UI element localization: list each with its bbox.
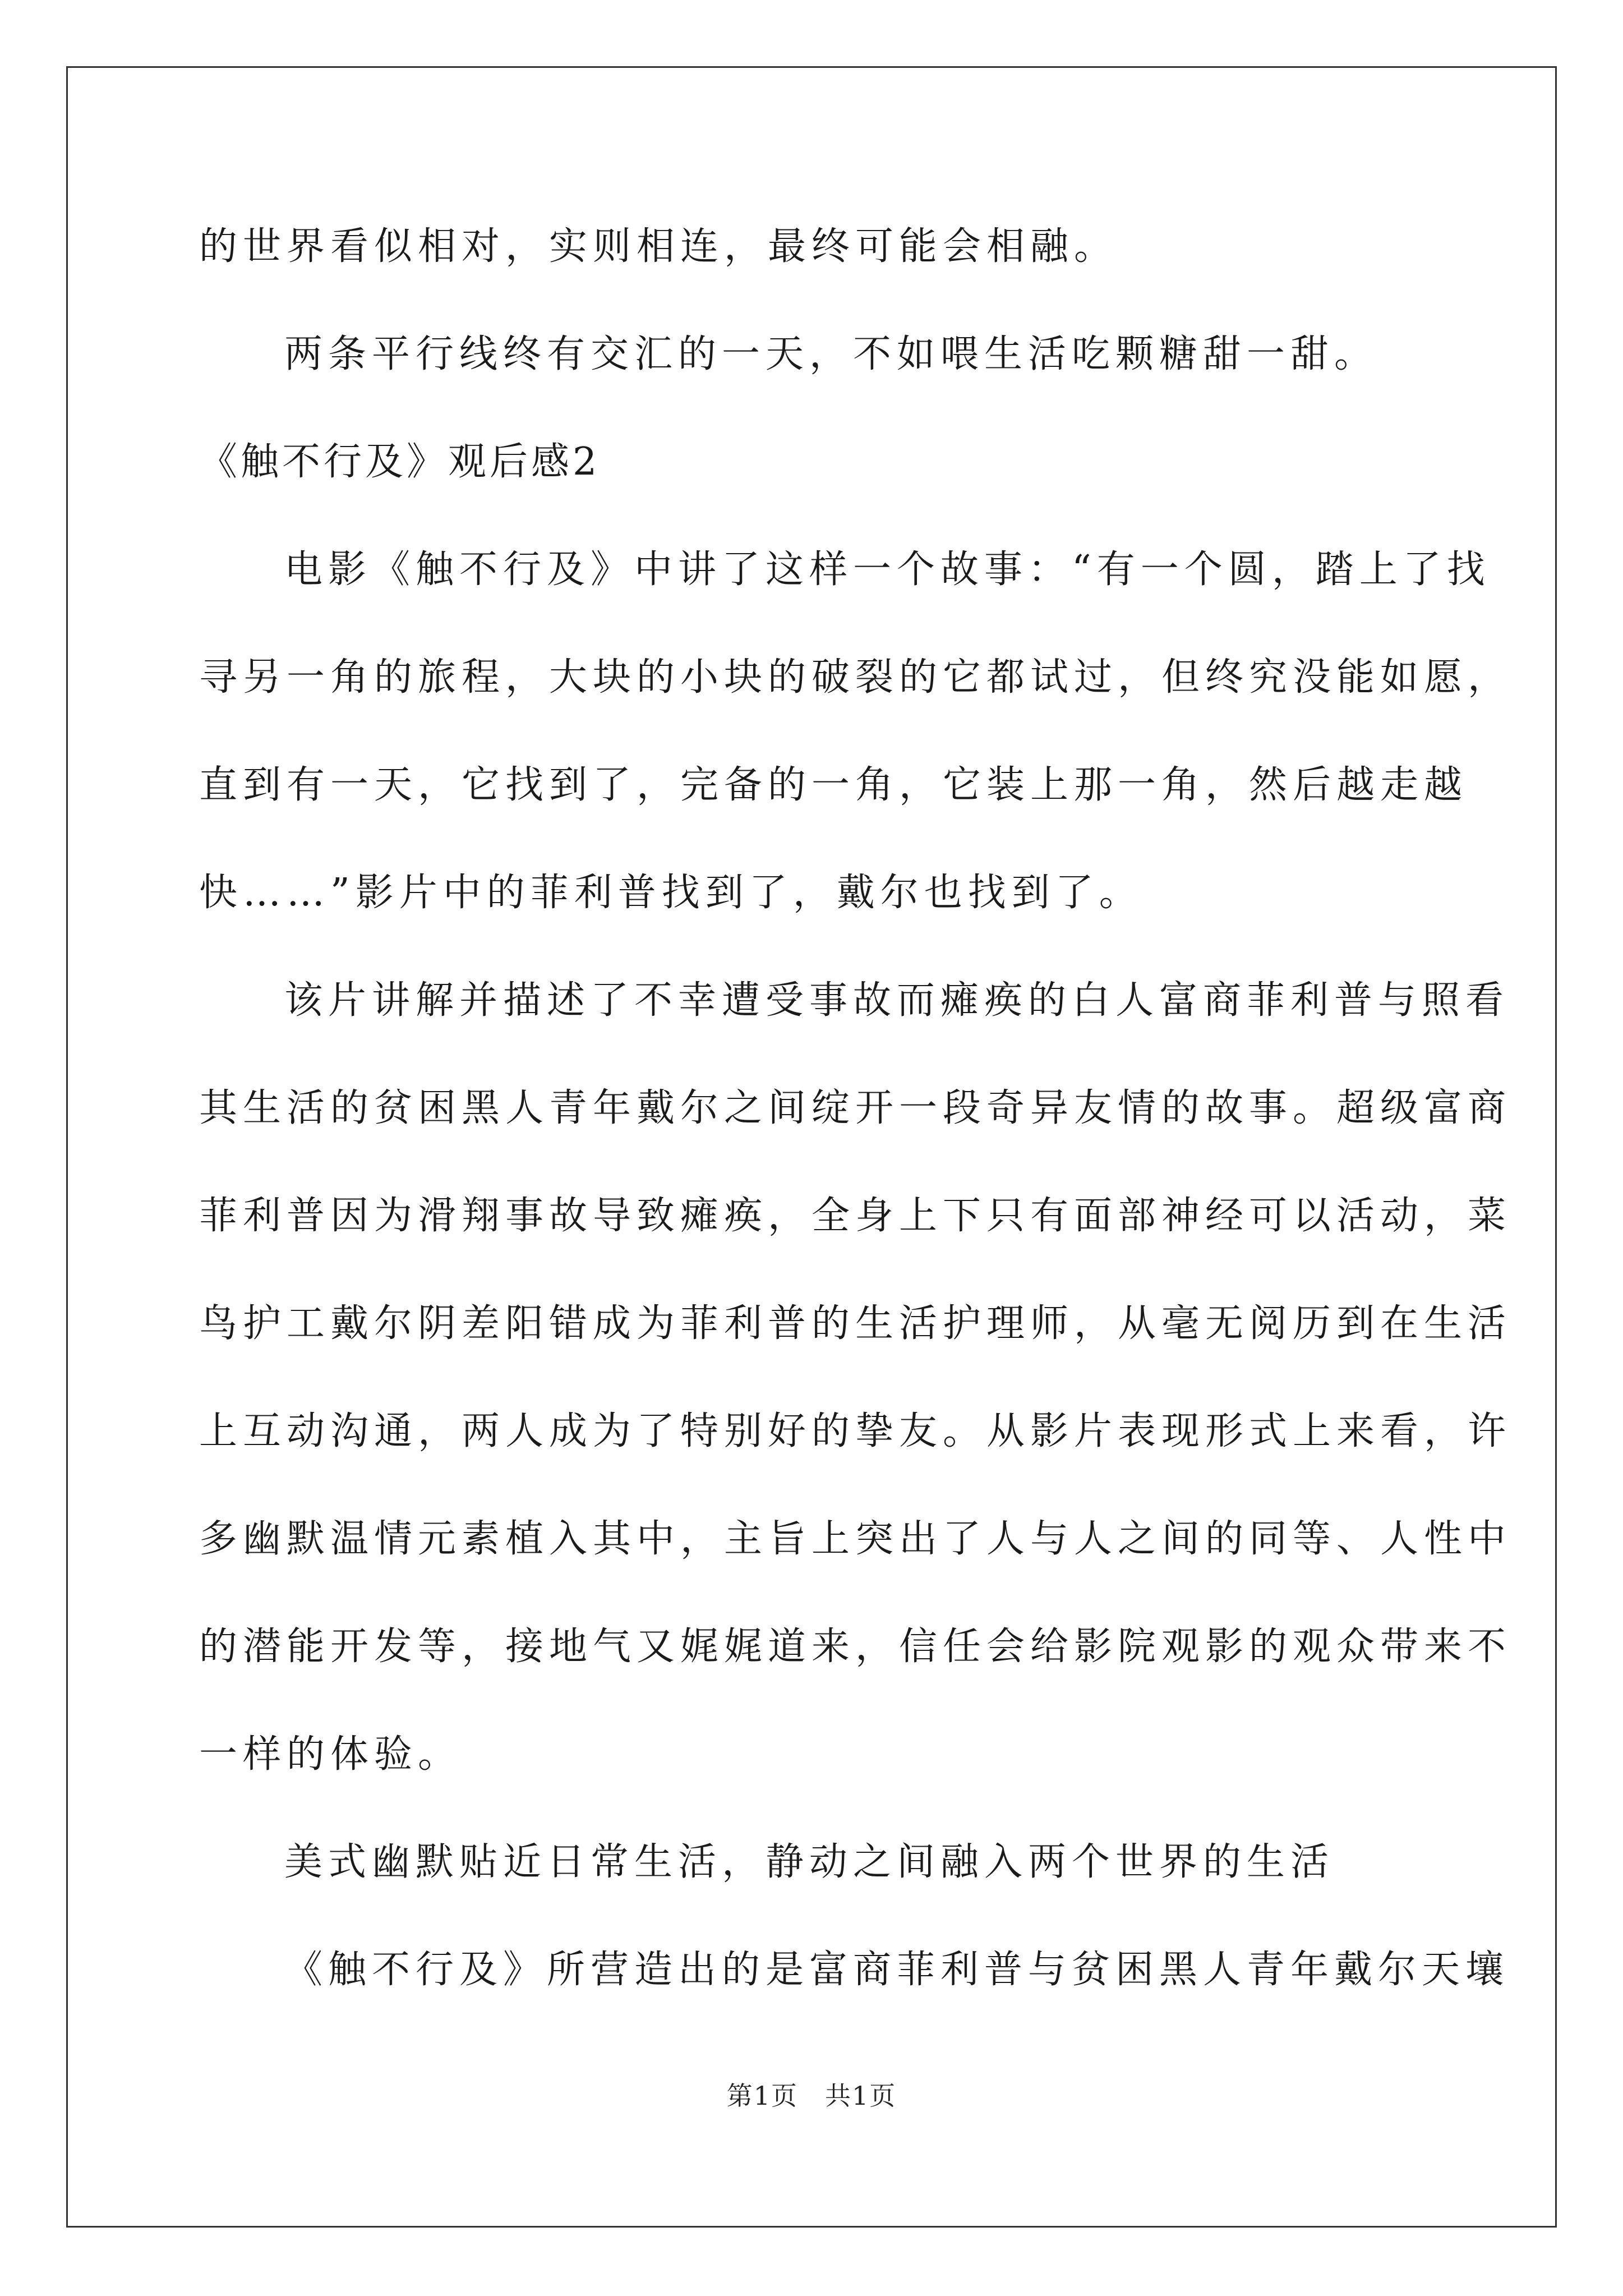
body-line: 上互动沟通，两人成为了特别好的挚友。从影片表现形式上来看，许 — [199, 1409, 1512, 1453]
page-footer — [0, 2076, 1623, 2113]
body-line: 一样的体验。 — [199, 1732, 462, 1777]
body-line: 该片讲解并描述了不幸遭受事故而瘫痪的白人富商菲利普与照看 — [284, 978, 1510, 1023]
body-line: 多幽默温情元素植入其中，主旨上突出了人与人之间的同等、人性中 — [199, 1517, 1512, 1561]
body-line: 直到有一天，它找到了，完备的一角，它装上那一角，然后越走越 — [199, 763, 1468, 807]
body-line: 寻另一角的旅程，大块的小块的破裂的它都试过，但终究没能如愿， — [199, 655, 1512, 700]
body-line: 的潜能开发等，接地气又娓娓道来，信任会给影院观影的观众带来不 — [199, 1625, 1512, 1669]
body-line: 其生活的贫困黑人青年戴尔之间绽开一段奇异友情的故事。超级富商 — [199, 1086, 1512, 1130]
body-line: 快……”影片中的菲利普找到了，戴尔也找到了。 — [199, 871, 1143, 915]
body-line: 美式幽默贴近日常生活，静动之间融入两个世界的生活 — [284, 1840, 1335, 1884]
section-heading: 《触不行及》观后感2 — [199, 440, 601, 484]
body-line: 菲利普因为滑翔事故导致瘫痪，全身上下只有面部神经可以活动，菜 — [199, 1194, 1512, 1238]
body-line: 电影《触不行及》中讲了这样一个故事：“有一个圆，踏上了找 — [284, 547, 1491, 592]
body-line: 两条平行线终有交汇的一天，不如喂生活吃颗糖甜一甜。 — [284, 332, 1378, 376]
page-number: 第1页 — [726, 2081, 798, 2111]
page-total: 共1页 — [825, 2081, 897, 2111]
body-line: 的世界看似相对，实则相连，最终可能会相融。 — [199, 224, 1118, 269]
body-line: 《触不行及》所营造出的是富商菲利普与贫困黑人青年戴尔天壤 — [284, 1948, 1510, 1992]
body-line: 鸟护工戴尔阴差阳错成为菲利普的生活护理师，从毫无阅历到在生活 — [199, 1301, 1512, 1346]
